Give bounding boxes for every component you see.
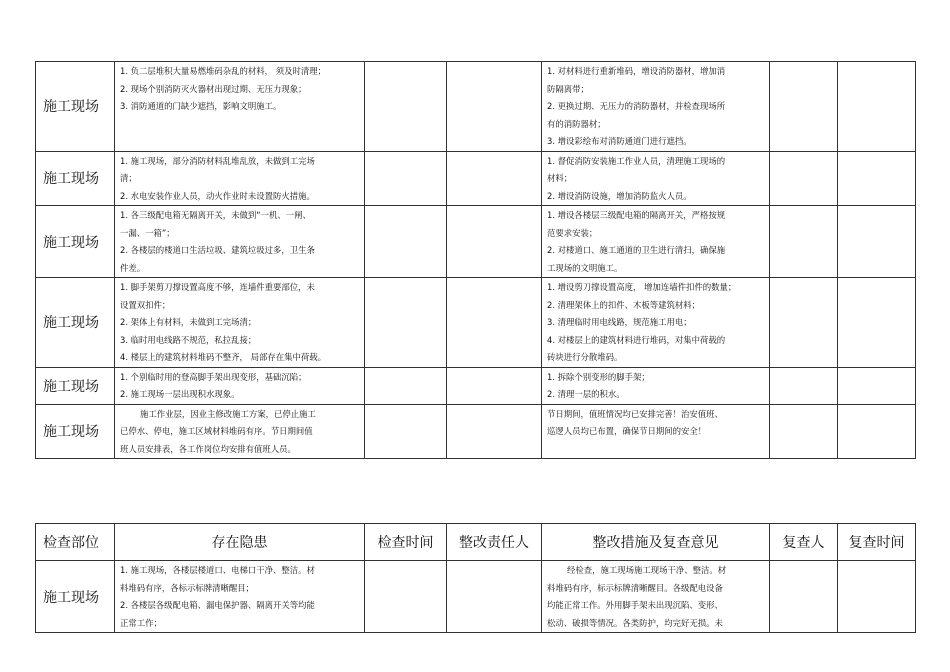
hazard-line: 已停水、停电，施工区域材料堆码有序。节日期间值 — [120, 426, 313, 436]
hazard-line: 班人员安排表，各工作岗位均安排有值班人员。 — [120, 443, 296, 454]
header-check-time: 检查时间 — [365, 524, 447, 561]
responsible-cell — [447, 367, 542, 404]
measure-cell — [542, 62, 770, 152]
hazard-line: 设置双扣件； — [120, 299, 171, 310]
hazard-line: 1. 施工现场，各楼层楼道口、电梯口干净、整洁。材 — [120, 565, 315, 575]
measure-line: 经检查，施工现场施工现场干净、整洁。材 — [567, 565, 727, 575]
check-time-cell — [365, 62, 447, 152]
measure-cell — [542, 206, 770, 278]
measure-line: 料堆码有序，标示标牌清晰醒目。各级配电设备 — [547, 582, 723, 593]
check-time-cell — [365, 206, 447, 278]
hazard-cell — [115, 278, 365, 368]
measure-line: 松动、破损等情况。各类防护，均完好无损。未 — [547, 617, 723, 628]
location-cell: 施工现场 — [36, 151, 115, 206]
header-reviewer: 复查人 — [770, 524, 838, 561]
table-row — [36, 62, 916, 152]
measure-line: 节日期间，值班情况均已安排完善！治安值班、 — [547, 408, 723, 419]
hazard-line: 正常工作； — [120, 617, 162, 628]
responsible-cell — [447, 62, 542, 152]
location-cell: 施工现场 — [36, 404, 115, 459]
header-responsible: 整改责任人 — [447, 524, 542, 561]
review-time-cell — [838, 62, 916, 152]
responsible-cell — [447, 278, 542, 368]
location-cell: 施工现场 — [36, 206, 115, 278]
review-time-cell — [838, 561, 916, 633]
review-time-cell — [838, 404, 916, 459]
hazard-line: 1. 各三级配电箱无隔离开关，未做到“一机、一闸、 — [120, 210, 311, 220]
table-row — [36, 278, 916, 368]
hazard-line: 1. 个别临时用的登高脚手架出现变形，基础沉陷； — [120, 371, 307, 382]
reviewer-cell — [770, 367, 838, 404]
hazard-cell — [115, 151, 365, 206]
measure-line: 1. 增设剪刀撑设置高度， 增加连墙件扣件的数量； — [547, 282, 737, 292]
responsible-cell — [447, 561, 542, 633]
hazard-line: 3. 临时用电线路不规范，私拉乱接； — [120, 334, 257, 345]
reviewer-cell — [770, 561, 838, 633]
measure-line: 1. 增设各楼层三级配电箱的隔离开关，严格按规 — [547, 210, 726, 220]
reviewer-cell — [770, 404, 838, 459]
check-time-cell — [365, 151, 447, 206]
table-header-row — [36, 524, 916, 561]
location-cell: 施工现场 — [36, 62, 115, 152]
hazard-line: 件差。 — [120, 262, 146, 273]
measure-line: 1. 督促消防安装施工作业人员，清理施工现场的 — [547, 155, 726, 166]
hazard-line: 施工作业层，因业主修改施工方案，已停止施工 — [140, 408, 316, 419]
reviewer-cell — [770, 62, 838, 152]
hazard-line: 4. 楼层上的建筑材料堆码不整齐， 局部存在集中荷载。 — [120, 352, 326, 362]
measure-line: 防隔离带； — [547, 83, 589, 94]
hazard-line: 2. 各楼层各级配电箱、漏电保护器、隔离开关等均能 — [120, 600, 315, 610]
check-time-cell — [365, 404, 447, 459]
header-location: 检查部位 — [36, 524, 115, 561]
hazard-line: 3. 消防通道的门缺少遮挡，影响文明施工。 — [120, 101, 282, 111]
measure-line: 范要求安装； — [547, 227, 598, 238]
responsible-cell — [447, 206, 542, 278]
measure-line: 1. 拆除个别变形的脚手架； — [547, 371, 650, 382]
measure-cell — [542, 561, 770, 633]
measure-cell — [542, 367, 770, 404]
table-row — [36, 367, 916, 404]
hazard-line: 1. 脚手架剪刀撑设置高度不够，连墙件重要部位，未 — [120, 282, 315, 292]
hazard-cell — [115, 206, 365, 278]
hazard-line: 料堆码有序，各标示标牌清晰醒目； — [120, 582, 254, 593]
measure-cell — [542, 404, 770, 459]
check-time-cell — [365, 278, 447, 368]
hazard-cell — [115, 404, 365, 459]
measure-line: 3. 清理临时用电线路，规范施工用电； — [547, 317, 692, 327]
review-time-cell — [838, 278, 916, 368]
header-hazard: 存在隐患 — [115, 524, 365, 561]
reviewer-cell — [770, 206, 838, 278]
hazard-line: 2. 架体上有材料，未做到工完场清； — [120, 317, 257, 327]
measure-line: 砖块进行分散堆码。 — [547, 352, 623, 362]
table-row — [36, 151, 916, 206]
measure-line: 巡逻人员均已布置，确保节日期间的安全！ — [547, 426, 707, 436]
check-time-cell — [365, 561, 447, 633]
hazard-line: 1. 负二层堆积大量易燃堆码杂乱的材料， 须及时清理； — [120, 66, 326, 76]
hazard-line: 2. 各楼层的楼道口生活垃圾、建筑垃圾过多，卫生条 — [120, 245, 315, 255]
measure-line: 2. 清理一层的积水。 — [547, 389, 625, 399]
check-time-cell — [365, 367, 447, 404]
review-time-cell — [838, 151, 916, 206]
measure-line: 有的消防器材； — [547, 118, 606, 129]
table-row — [36, 404, 916, 459]
measure-line: 均能正常工作。外用脚手架未出现沉陷、变形、 — [547, 600, 723, 610]
measure-line: 材料； — [547, 173, 573, 183]
review-time-cell — [838, 367, 916, 404]
hazard-line: 2. 现场个别消防灭火器材出现过期、无压力现象； — [120, 83, 307, 94]
hazard-line: 2. 施工现场一层出现积水现象。 — [120, 389, 240, 399]
hazard-line: 2. 水电安装作业人员，动火作业时未设置防火措施。 — [120, 190, 315, 201]
measure-line: 2. 对楼道口、施工通道的卫生进行清扫，确保施 — [547, 245, 726, 255]
measure-cell — [542, 151, 770, 206]
header-measures: 整改措施及复查意见 — [542, 524, 770, 561]
reviewer-cell — [770, 151, 838, 206]
hazard-cell — [115, 62, 365, 152]
hazard-line: 一漏、一箱”； — [120, 227, 175, 238]
table-row — [36, 561, 916, 633]
reviewer-cell — [770, 278, 838, 368]
location-cell: 施工现场 — [36, 367, 115, 404]
hazard-cell — [115, 367, 365, 404]
measure-line: 2. 增设消防设施，增加消防监火人员。 — [547, 190, 692, 201]
inspection-table-lower — [35, 523, 916, 633]
inspection-table-upper — [35, 61, 916, 459]
measure-cell — [542, 278, 770, 368]
measure-line: 工现场的文明施工。 — [547, 262, 623, 273]
location-cell: 施工现场 — [36, 278, 115, 368]
hazard-line: 清； — [120, 173, 137, 183]
header-review-time: 复查时间 — [838, 524, 916, 561]
measure-line: 2. 更换过期、无压力的消防器材，并检查现场所 — [547, 101, 726, 111]
measure-line: 1. 对材料进行重新堆码，增设消防器材，增加消 — [547, 66, 726, 76]
hazard-cell — [115, 561, 365, 633]
measure-line: 2. 清理架体上的扣件、木板等建筑材料； — [547, 299, 701, 310]
location-cell: 施工现场 — [36, 561, 115, 633]
table-row — [36, 206, 916, 278]
responsible-cell — [447, 151, 542, 206]
measure-line: 3. 增设彩绘布对消防通道门进行遮挡。 — [547, 136, 692, 146]
responsible-cell — [447, 404, 542, 459]
hazard-line: 1. 施工现场，部分消防材料乱堆乱放，未做到工完场 — [120, 155, 315, 166]
review-time-cell — [838, 206, 916, 278]
measure-line: 4. 对楼层上的建筑材料进行堆码，对集中荷载的 — [547, 334, 726, 345]
